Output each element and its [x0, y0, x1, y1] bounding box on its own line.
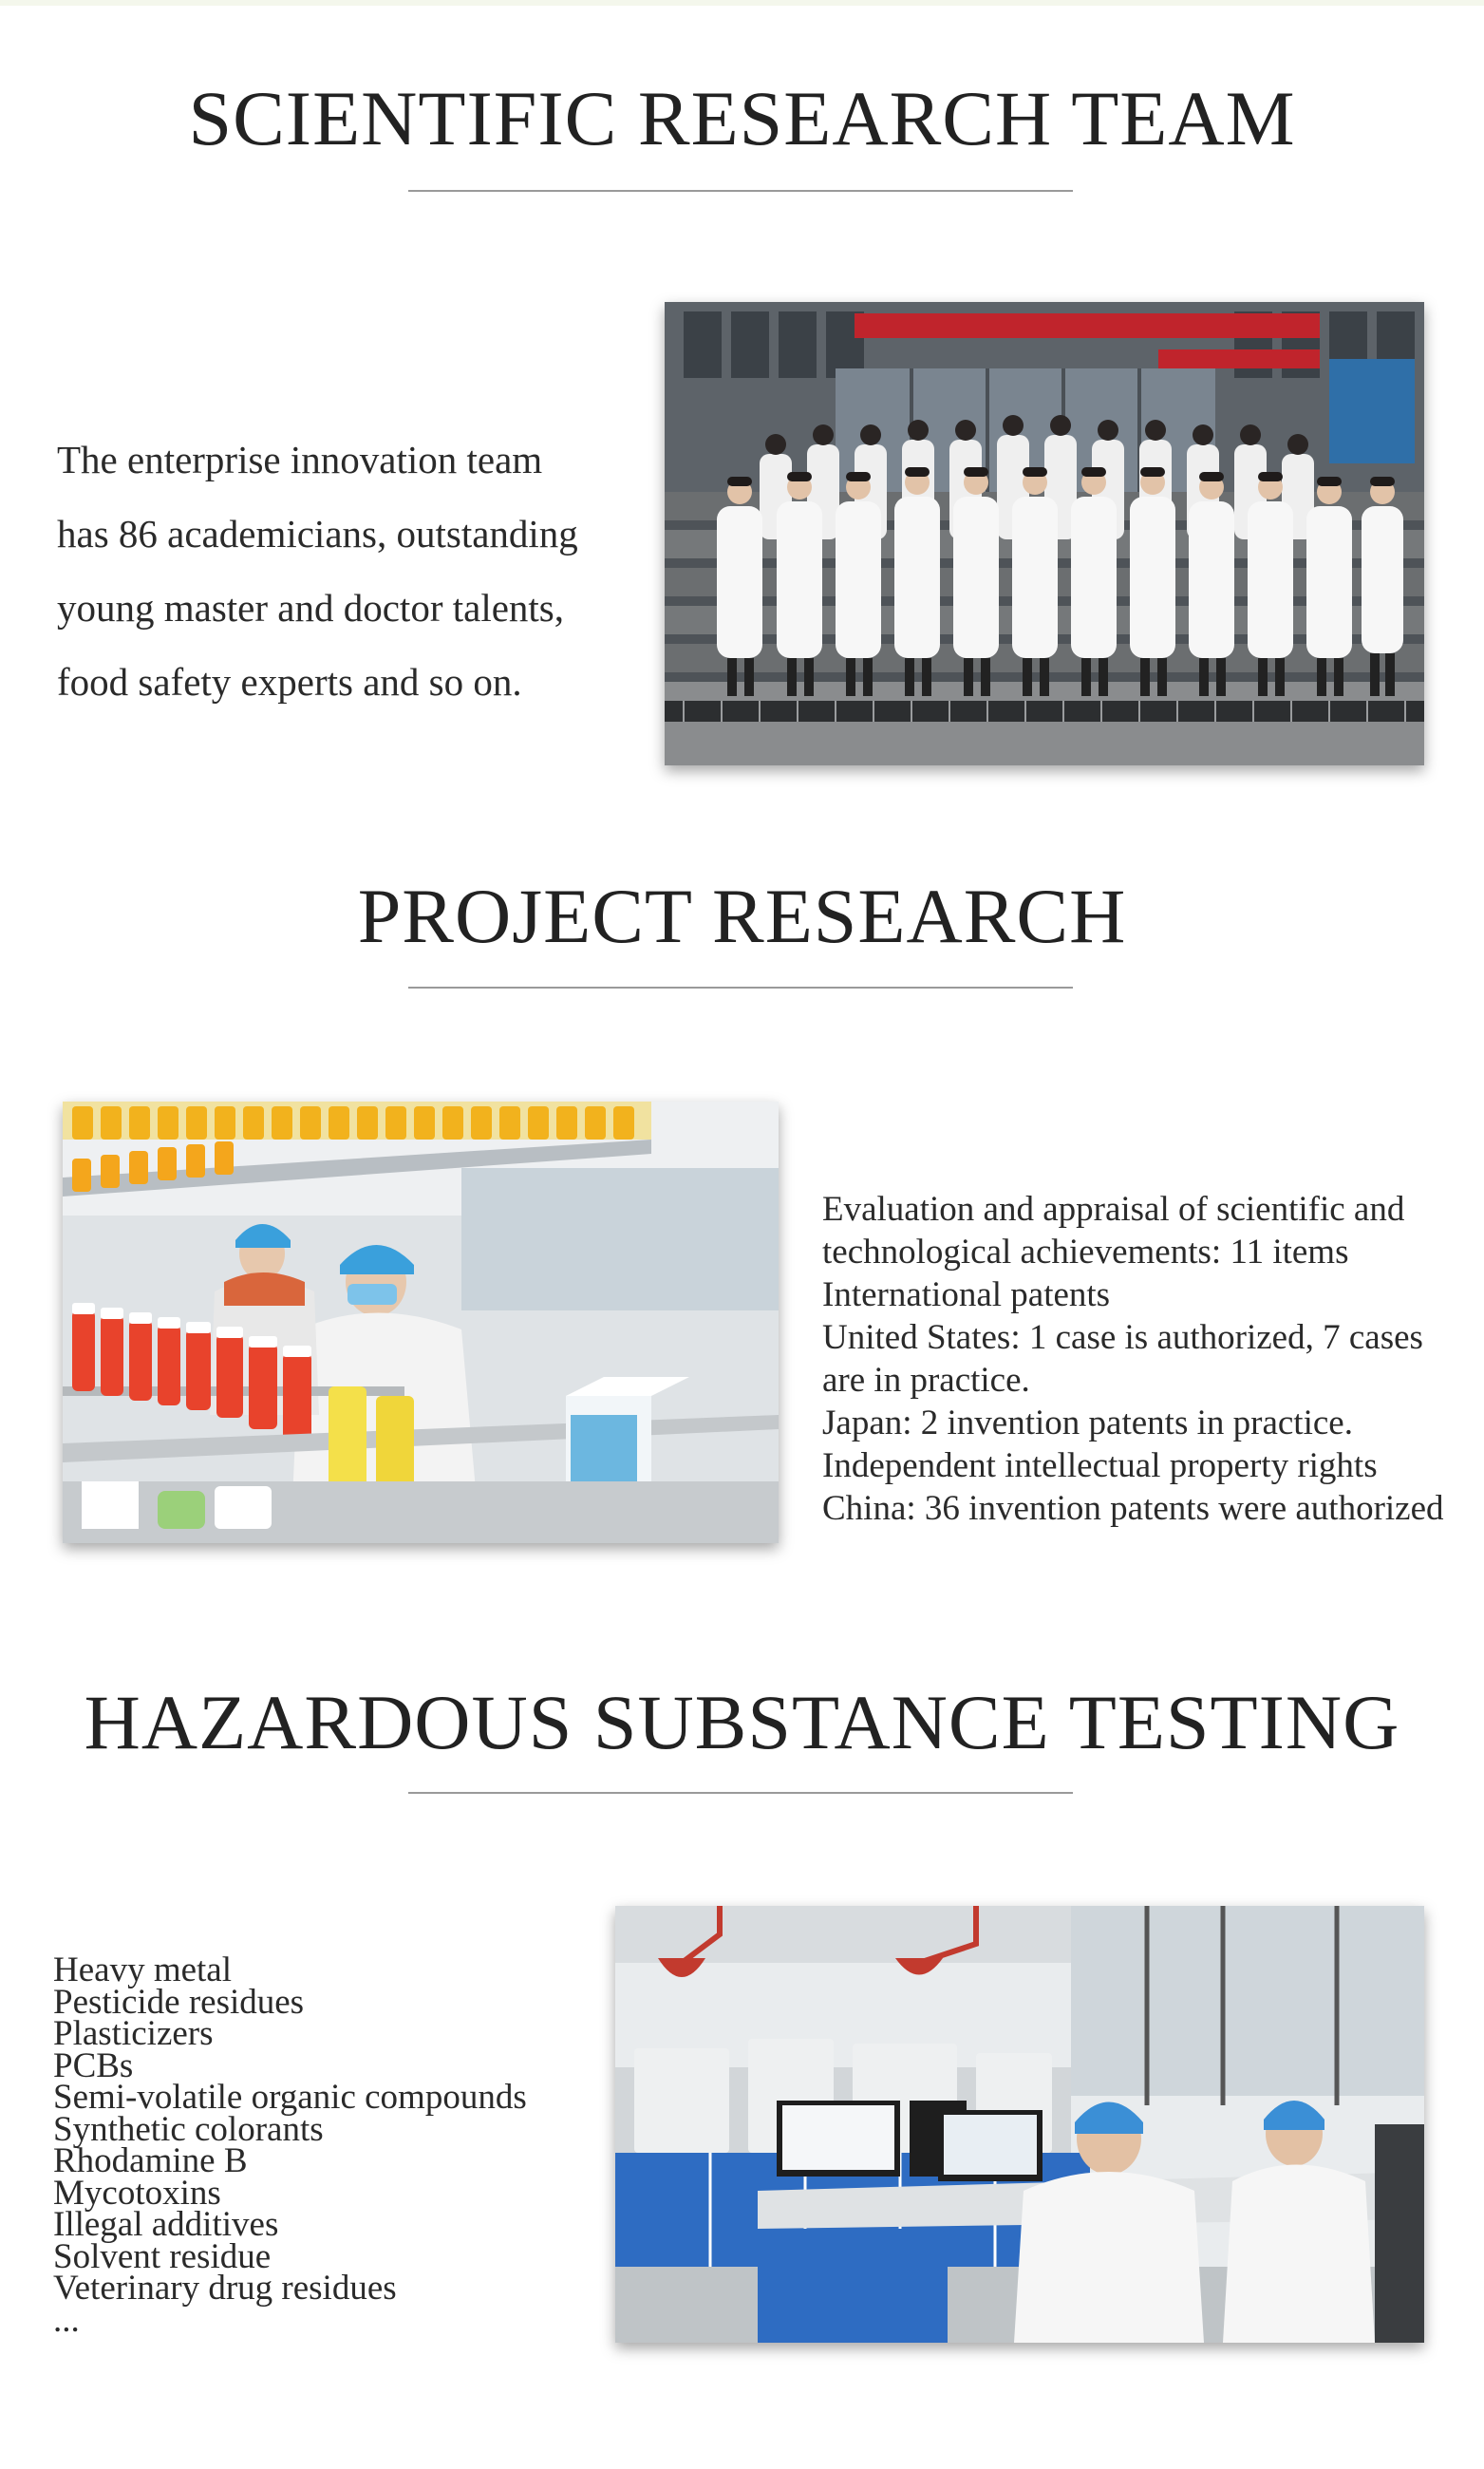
hazard-item: Heavy metal [53, 1951, 232, 1989]
testing-lab-photo [615, 1906, 1424, 2343]
title-underline-project [408, 987, 1073, 989]
project-line: China: 36 invention patents were authorized [822, 1489, 1444, 1528]
project-line: technological achievements: 11 items [822, 1233, 1349, 1272]
lab-shelves-photo [63, 1102, 779, 1543]
hazard-item: Plasticizers [53, 2014, 214, 2053]
team-line: has 86 academicians, outstanding [57, 512, 578, 556]
title-underline-hazard [408, 1792, 1073, 1794]
team-line: young master and doctor talents, [57, 586, 565, 630]
section-title-team: SCIENTIFIC RESEARCH TEAM [188, 75, 1296, 161]
project-line: Evaluation and appraisal of scientific and [822, 1190, 1405, 1229]
hazard-item: Illegal additives [53, 2205, 279, 2244]
hazard-item: ... [53, 2300, 80, 2340]
hazard-item: PCBs [53, 2045, 134, 2085]
team-line: The enterprise innovation team [57, 438, 543, 481]
project-description [822, 1188, 1484, 1530]
project-line: United States: 1 case is authorized, 7 cases [822, 1318, 1423, 1357]
title-underline-team [408, 190, 1073, 192]
hazard-item: Solvent residue [53, 2236, 272, 2276]
hazard-item: Veterinary drug residues [53, 2269, 397, 2308]
hazard-item: Rhodamine B [53, 2141, 248, 2180]
section-title-hazard: HAZARDOUS SUBSTANCE TESTING [84, 1679, 1400, 1765]
hazard-list [53, 1951, 623, 2340]
project-line: International patents [822, 1275, 1111, 1314]
hazard-item: Pesticide residues [53, 1982, 305, 2022]
hazard-item: Semi-volatile organic compounds [53, 2078, 527, 2117]
hazard-item: Synthetic colorants [53, 2109, 324, 2149]
team-description [57, 423, 665, 719]
team-group-photo [665, 302, 1424, 765]
team-line: food safety experts and so on. [57, 660, 522, 704]
project-line: are in practice. [822, 1361, 1030, 1400]
hazard-item: Mycotoxins [53, 2173, 221, 2213]
project-line: Japan: 2 invention patents in practice. [822, 1404, 1353, 1442]
project-line: Independent intellectual property rights [822, 1446, 1378, 1485]
section-title-project: PROJECT RESEARCH [357, 873, 1127, 959]
top-strip [0, 0, 1484, 6]
